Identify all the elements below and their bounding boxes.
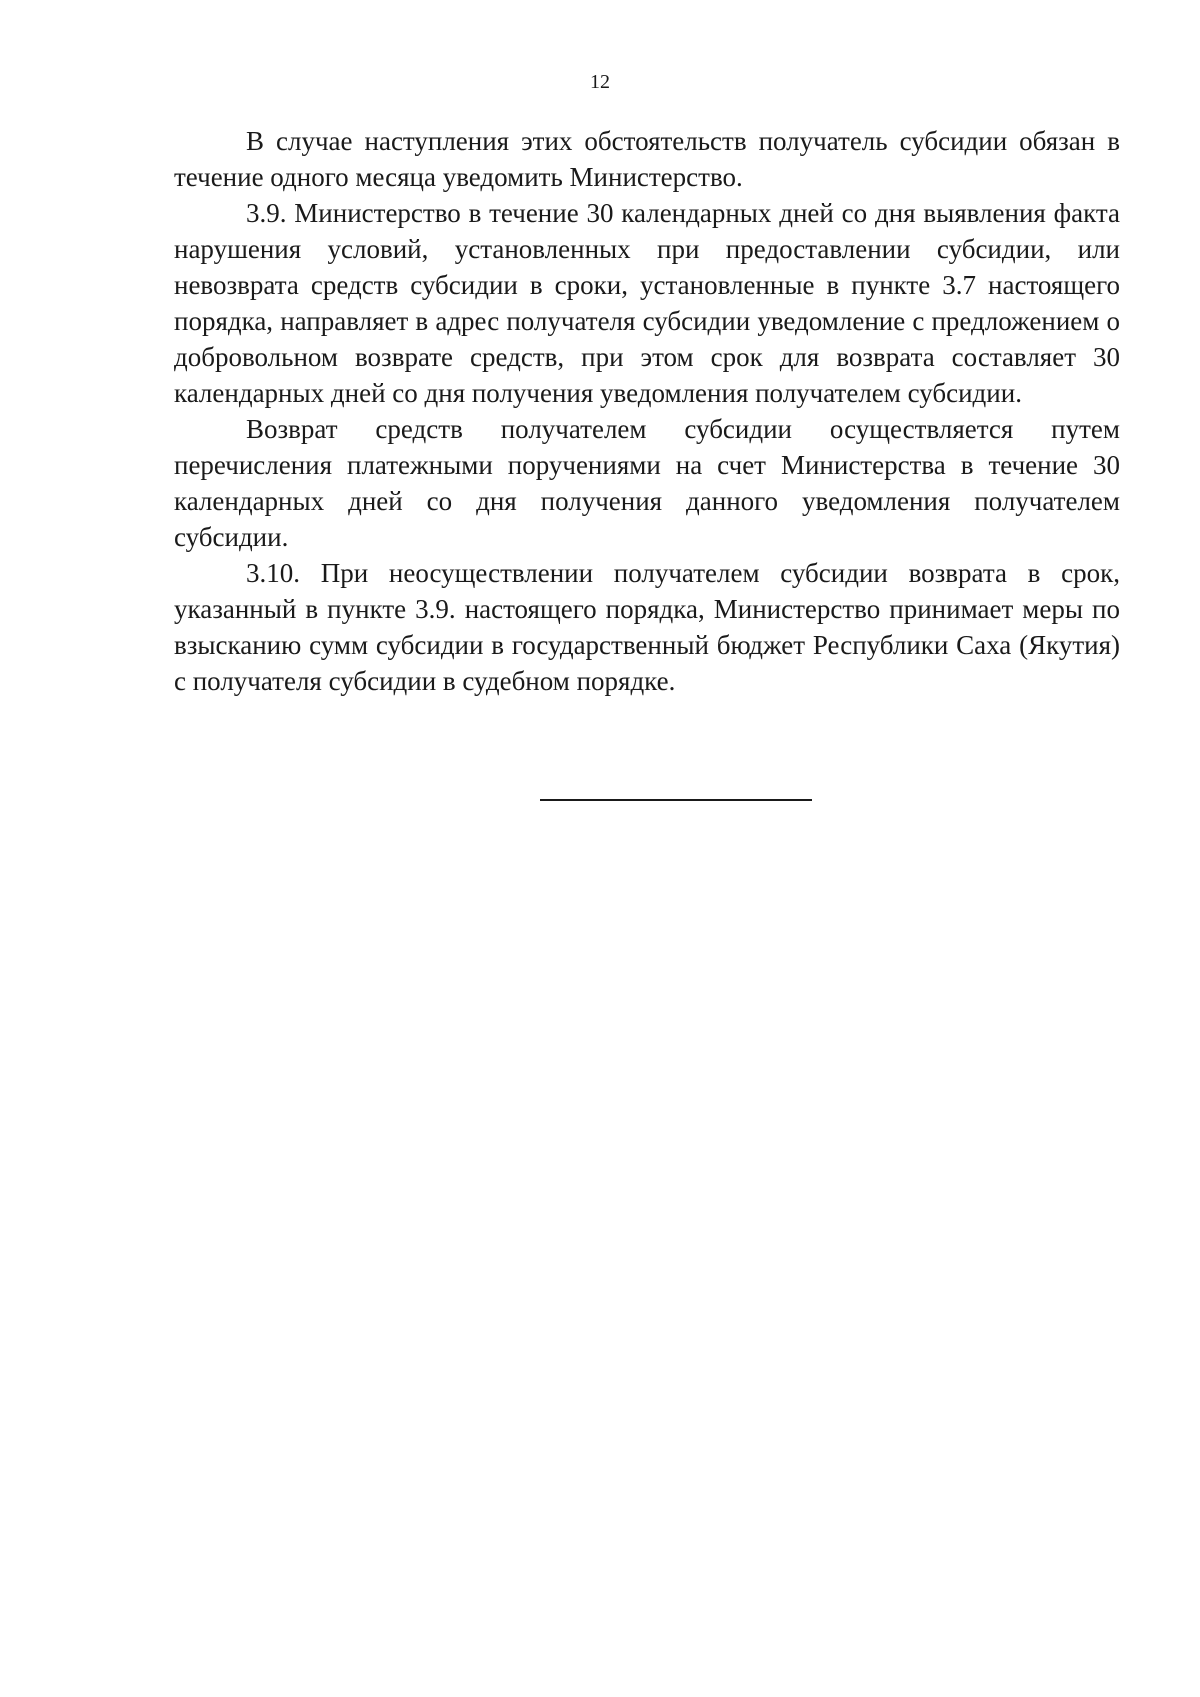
page-number: 12 <box>590 71 610 93</box>
paragraph-notification-duty: В случае наступления этих обстоятельств получатель субсидии обязан в течение одного месяца уведомить Министерство. <box>174 126 1120 192</box>
paragraph-3-9: 3.9. Министерство в течение 30 календарных дней со дня выявления факта нарушения условий, установленных при предоставлении субсидии, или невозврата средств субсидии в сроки, установленные в пункте 3.7 настоящего порядка, направляет в адрес получателя субсидии уведомление с предложением о добровольном возврате средств, при этом срок для возврата составляет 30 календарных дней со дня получения уведомления получателем субсидии. <box>174 198 1120 408</box>
end-of-document-rule <box>540 799 812 801</box>
paragraph-refund-procedure: Возврат средств получателем субсидии осуществляется путем перечисления платежными поручениями на счет Министерства в течение 30 календарных дней со дня получения данного уведомления получателем субсидии. <box>174 414 1120 552</box>
paragraph-3-10: 3.10. При неосуществлении получателем субсидии возврата в срок, указанный в пункте 3.9. настоящего порядка, Министерство принимает меры по взысканию сумм субсидии в государственный бюджет Республики Саха (Якутия) с получателя субсидии в судебном порядке. <box>174 558 1120 696</box>
document-body <box>174 123 1120 699</box>
